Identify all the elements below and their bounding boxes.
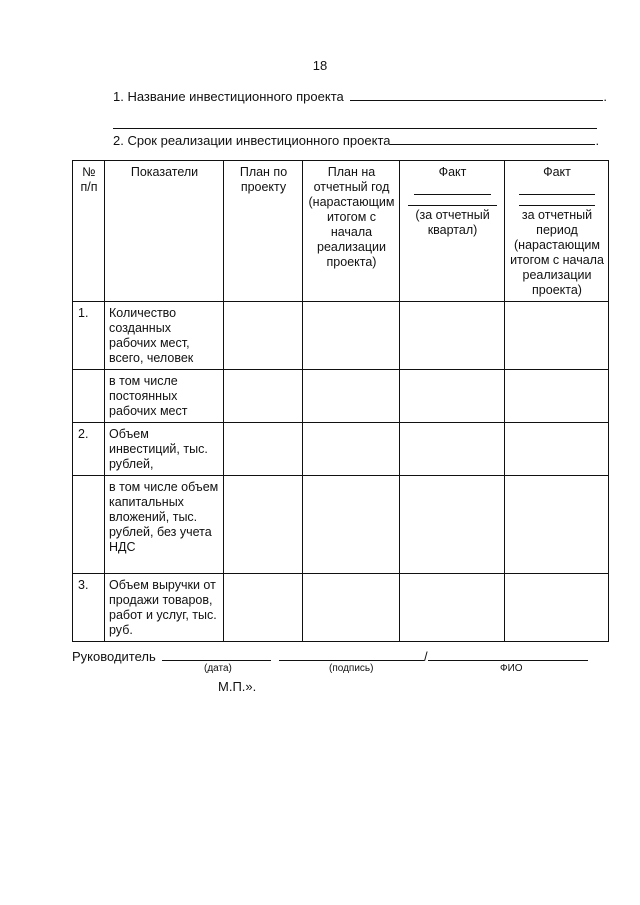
row-number <box>73 370 105 423</box>
fact-period-title: Факт <box>543 165 571 179</box>
row-number: 3. <box>73 574 105 642</box>
cell-fact-period[interactable] <box>505 574 609 642</box>
table-row <box>73 476 609 574</box>
project-name-label: 1. Название инвестиционного проекта <box>113 89 344 104</box>
header-indicators: Показатели <box>105 161 224 302</box>
cell-plan-period[interactable] <box>303 574 400 642</box>
row-number: 1. <box>73 302 105 370</box>
cell-fact-quarter[interactable] <box>400 370 505 423</box>
fact-quarter-title: Факт <box>438 165 467 179</box>
project-name-continuation-line[interactable] <box>113 128 597 129</box>
header-fact-period <box>505 161 609 302</box>
fact-quarter-line-1 <box>414 194 491 195</box>
row-label: Количество созданных рабочих мест, всего, человек <box>105 302 224 370</box>
row-number: 2. <box>73 423 105 476</box>
cell-fact-period[interactable] <box>505 476 609 574</box>
row-label: Объем выручки от продажи товаров, работ и услуг, тыс. руб. <box>105 574 224 642</box>
indicators-table <box>72 160 609 642</box>
project-name-line <box>113 88 607 104</box>
header-num: № п/п <box>73 161 105 302</box>
cell-fact-period[interactable] <box>505 370 609 423</box>
sign-caption: (подпись) <box>329 663 374 674</box>
table-row <box>73 423 609 476</box>
table-row <box>73 370 609 423</box>
table-row <box>73 574 609 642</box>
fact-period-sub: за отчетный период (нарастающим итогом с начала реализации проекта) <box>510 208 604 297</box>
name-field[interactable] <box>428 648 588 661</box>
cell-fact-period[interactable] <box>505 423 609 476</box>
project-term-field[interactable] <box>390 132 595 145</box>
cell-fact-quarter[interactable] <box>400 574 505 642</box>
cell-plan-project[interactable] <box>224 370 303 423</box>
row-number <box>73 476 105 574</box>
header-fact-quarter <box>400 161 505 302</box>
header-plan-project: План по проекту <box>224 161 303 302</box>
date-caption: (дата) <box>204 663 232 674</box>
cell-plan-project[interactable] <box>224 302 303 370</box>
fact-period-line-2 <box>519 205 595 206</box>
signature-line <box>72 648 588 664</box>
cell-fact-quarter[interactable] <box>400 302 505 370</box>
sign-field[interactable] <box>279 648 424 661</box>
header-plan-period: План на отчетный год (нарастающим итогом с начала реализации проекта) <box>303 161 400 302</box>
name-caption: ФИО <box>500 663 523 674</box>
stamp-place: М.П.». <box>218 679 257 694</box>
project-name-field[interactable] <box>350 88 603 101</box>
cell-fact-period[interactable] <box>505 302 609 370</box>
page-number: 18 <box>312 58 328 73</box>
cell-plan-period[interactable] <box>303 423 400 476</box>
row-label: Объем инвестиций, тыс. рублей, <box>105 423 224 476</box>
project-term-line <box>113 132 599 148</box>
fact-quarter-line-2 <box>408 205 497 206</box>
cell-plan-period[interactable] <box>303 476 400 574</box>
fact-quarter-sub: (за отчетный квартал) <box>415 208 490 237</box>
table-header-row <box>73 161 609 302</box>
cell-plan-period[interactable] <box>303 302 400 370</box>
cell-plan-project[interactable] <box>224 574 303 642</box>
cell-plan-period[interactable] <box>303 370 400 423</box>
signature-slash: / <box>424 649 428 664</box>
cell-plan-project[interactable] <box>224 423 303 476</box>
project-term-end: . <box>595 133 600 148</box>
signature-label: Руководитель <box>72 649 156 664</box>
row-label: в том числе постоянных рабочих мест <box>105 370 224 423</box>
cell-plan-project[interactable] <box>224 476 303 574</box>
project-term-label: 2. Срок реализации инвестиционного проекта <box>113 133 391 148</box>
fact-period-line-1 <box>519 194 595 195</box>
project-name-end: . <box>603 89 607 104</box>
table-row <box>73 302 609 370</box>
date-field[interactable] <box>162 648 271 661</box>
cell-fact-quarter[interactable] <box>400 423 505 476</box>
row-label: в том числе объем капитальных вложений, тыс. рублей, без учета НДС <box>105 476 224 574</box>
cell-fact-quarter[interactable] <box>400 476 505 574</box>
